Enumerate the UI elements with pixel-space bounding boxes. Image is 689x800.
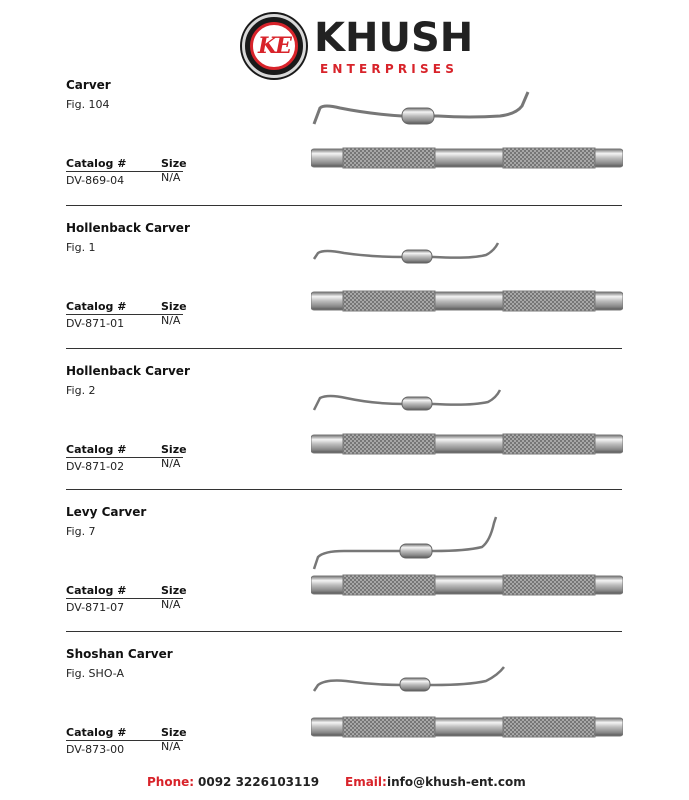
brand-logo [242, 10, 474, 78]
catalog-header: Catalog # [66, 726, 127, 739]
product-fig: Fig. 1 [66, 241, 96, 254]
product-row [0, 78, 689, 221]
product-fig: Fig. 2 [66, 384, 96, 397]
product-fig: Fig. 7 [66, 525, 96, 538]
size-value: N/A [161, 314, 181, 327]
catalog-number: DV-871-07 [66, 601, 125, 614]
section-divider [66, 489, 622, 490]
instrument-handle-image [311, 145, 623, 171]
catalog-number: DV-871-01 [66, 317, 125, 330]
size-header: Size [161, 726, 187, 739]
logo-emblem [242, 14, 306, 78]
product-name: Carver [66, 78, 111, 92]
brand-name: KHUSH [314, 15, 474, 61]
size-header: Size [161, 443, 187, 456]
instrument-tip-image [310, 372, 535, 412]
product-row [0, 364, 689, 507]
instrument-handle-image [311, 714, 623, 740]
instrument-tip-image [310, 86, 535, 126]
catalog-header: Catalog # [66, 443, 127, 456]
instrument-handle-image [311, 572, 623, 598]
section-divider [66, 205, 622, 206]
instrument-handle-image [311, 288, 623, 314]
catalog-header: Catalog # [66, 584, 127, 597]
instrument-handle-image [311, 431, 623, 457]
size-header: Size [161, 584, 187, 597]
size-value: N/A [161, 171, 181, 184]
instrument-tip-image [310, 655, 535, 695]
product-row [0, 505, 689, 648]
instrument-tip-image [310, 229, 535, 269]
catalog-header: Catalog # [66, 157, 127, 170]
product-row [0, 221, 689, 364]
logo-monogram: KE [250, 22, 298, 70]
catalog-number: DV-869-04 [66, 174, 125, 187]
product-name: Levy Carver [66, 505, 147, 519]
product-row [0, 647, 689, 790]
email-address[interactable]: info@khush-ent.com [387, 775, 526, 789]
size-value: N/A [161, 740, 181, 753]
section-divider [66, 631, 622, 632]
catalog-number: DV-871-02 [66, 460, 125, 473]
instrument-tip-image [310, 513, 535, 573]
phone-label: Phone: [147, 775, 195, 789]
size-value: N/A [161, 457, 181, 470]
brand-subtitle: ENTERPRISES [320, 62, 459, 76]
product-name: Shoshan Carver [66, 647, 173, 661]
size-header: Size [161, 300, 187, 313]
product-name: Hollenback Carver [66, 221, 190, 235]
product-fig: Fig. SHO-A [66, 667, 125, 680]
product-name: Hollenback Carver [66, 364, 190, 378]
email-label: Email: [345, 775, 387, 789]
catalog-header: Catalog # [66, 300, 127, 313]
section-divider [66, 348, 622, 349]
phone-number[interactable]: 0092 3226103119 [198, 775, 320, 789]
product-fig: Fig. 104 [66, 98, 110, 111]
size-header: Size [161, 157, 187, 170]
size-value: N/A [161, 598, 181, 611]
catalog-number: DV-873-00 [66, 743, 125, 756]
